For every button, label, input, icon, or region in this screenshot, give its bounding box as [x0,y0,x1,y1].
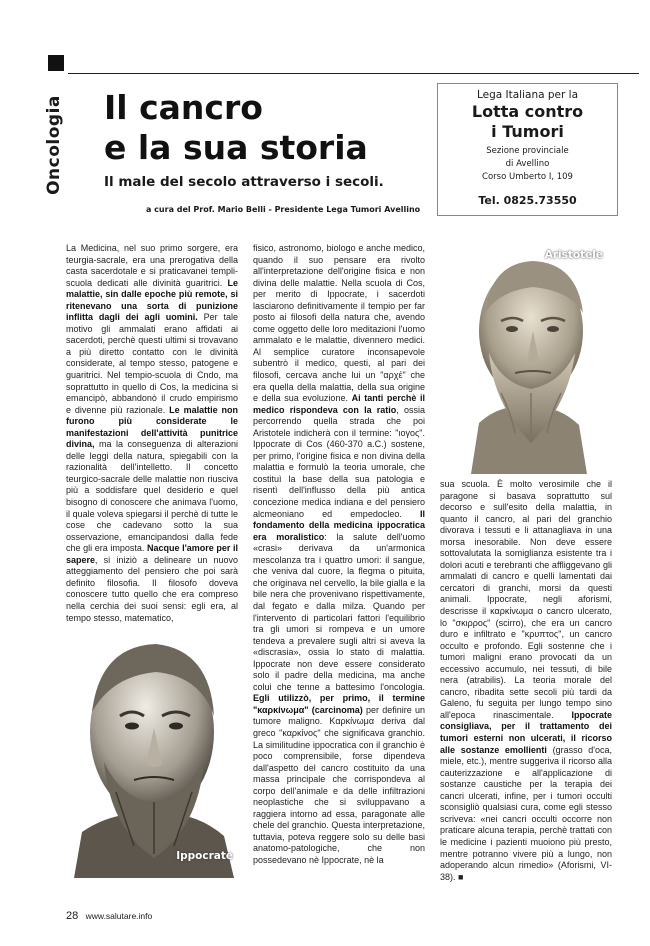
top-rule [68,73,639,74]
lega-phone: Tel. 0825.73550 [478,194,577,207]
article-subtitle: Il male del secolo attraverso i secoli. [104,174,384,190]
col1-segment: Le malattie non furono più considerate le manifestazioni dell'attività punitrice divina, [66,404,238,450]
col1-segment: Per tale motivo gli ammalati erano affidati ai sacerdoti, perchè questi ultimi si trovavano a più diretto contatto con le divinità considerate, al tempo stesso, patogene e guaritrici. Nel tempio-scuola di Cndo, ma soprattutto in quello di Cos, la medicina si emancipò, abbandonò il crudo empirismo e divenne più razionale. [66,312,238,415]
section-marker [48,55,64,71]
col2-segment: Ai tanti perchè il medico rispondeva con la ratio [253,393,425,415]
lega-name-line1: Lotta contro [471,102,584,121]
ippocrate-caption: Ippocrate [176,850,233,862]
column-1-text [66,243,238,624]
aristotele-bust-image [441,243,613,474]
ippocrate-bust-image [64,632,239,878]
lega-name [438,102,617,142]
column-2-text [253,243,425,867]
col1-segment: La Medicina, nel suo primo sorgere, era teurgia-sacrale, era una prerogativa della casta sacerdotale e si praticavanei templi-scuola dedicati alle divinità guaritrici. [66,243,238,288]
title-line-2: e la sua storia [104,128,368,167]
page-number: 28 [66,910,79,922]
col2-segment: per definire un tumore maligno. Καρκίνωμα deriva dal greco "καρκίνος" che significava granchio. La similitudine ippocratica con il granchio è poco comprensibile, forse dipendeva dall'aspetto del cancro costituito da una massa principale che corrispondeva al corpo dell'animale e da delle infiltrazioni neoplastiche che si sviluppavano a raggiera intorno ad essa, paragonate alle chele del granchio. Questa interpretazione, tuttavia, poteva reggere solo su delle basi anatomo-patologiche, che non possedevano nè Ippocrate, nè la [253,704,425,865]
col2-segment: Egli utilizzò, per primo, il termine "καρκίνωμα" (carcinoma) [253,693,425,715]
lega-address-line1: Sezione provinciale [486,146,569,156]
col1-segment: ma la conseguenza di alterazioni delle leggi della natura, spiegabili con la razionalità dell'intelletto. Il concetto teurgico-sacrale delle malattie non riusciva più a soddisfare quel desiderio e quel bisogno di conoscere che animava l'uomo, il quale voleva spiegarsi il perchè di tutte le cose che cadevano sotto la sua osservazione, emancipandosi dalla fede che gli era imposta. [66,439,238,554]
text-column-3 [440,479,612,883]
aristotele-bust-illustration [441,243,613,474]
col1-segment: , si iniziò a delineare un nuovo atteggiamento del pensiero che poi sarà definito filosofia. Il filosofo doveva conoscere tutto quello che era compreso nella cerchia dei suoi sensi: egli era, al tempo stesso, matematico, [66,554,238,623]
column-3-text [440,479,612,883]
col1-segment: Nacque l'amore per il sapere [66,543,238,565]
aristotele-caption: Aristotele [544,249,603,261]
col3-segment: (grasso d'oca, miele, etc.), mentre suggeriva il ricorso alla cauterizzazione e all'applicazione di sostanze caustiche per la terapia dei cancri ulcerati, infine, per i tumori occulti sconsigliò qualsiasi cura, come egli stesso scriveva: «nei cancri occulti occorre non praticare alcuna terapia, perchè trattati con le medicine i pazienti muoiono più presto, mentre potranno vivere più a lungo, non adoperando alcun rimedio» (Aforismi, VI-38). ■ [440,744,612,882]
lega-address-line3: Corso Umberto I, 109 [482,172,573,182]
article-title [104,88,424,168]
col2-segment: , ossia percorrendo quella strada che poi Aristotele indicherà con il termine: "ιογος". Ippocrate di Cos (460-370 a.C.) sostene, per primo, l'origine fisica e non divina della malattia e formulò la teoria umorale, che costituì la base della sua patologia e risentì dell'influsso della più antica concezione medica indiana e del pensiero alcmeoniano ed empedocleo. [253,404,425,519]
byline: a cura del Prof. Mario Belli - Presidente Lega Tumori Avellino [146,205,421,214]
lega-address [438,145,617,184]
col2-segment: Il fondamento della medicina ippocratica era moralistico [253,508,425,542]
col2-segment: fisico, astronomo, biologo e anche medico, quando il suo pensare era rivolto all'interpretazione dell'origine fisica e non divina delle malattie. Nella scuola di Cos, per merito di Ippocrate, i sacerdoti lasciarono definitivamente il tempio per far posto ai filosofi della natura che, avendo come oggetto delle loro meditazioni l'uomo ammalato e le malattie, divennero medici. Al semplice curatore inconsapevole subentrò il medico, questi, al pari dei filosofi, cercava anche lui un "αρχέ" che era quella della malattia, della sua origine e della sua evoluzione. [253,243,425,404]
col2-segment: : la salute dell'uomo «crasi» derivava da un'armonica mescolanza tra i quattro umori: il sangue, che veniva dal cuore, la flegma o pituita, che originava nel cervello, la bile gialla e la bile nera che provenivano rispettivamente, dal fegato e dalla milza. Quando per l'intervento di particolari fattori l'equilibrio tra gli umori si rompeva e un umore tendeva a prevalere sugli altri si aveva la «discrasia», ossia lo stato di malattia. Ippocrate non deve essere considerato solo il padre della medicina, ma anche colui che tenne a battesimo l'oncologia. [253,531,426,692]
text-column-1 [66,243,238,624]
col3-segment: sua scuola. È molto verosimile che il paragone si basava soprattutto sul decorso e sull'esito della malattia, in quanto il cancro, al pari del granchio divorava i tessuti e li attanagliava in una morsa inesorabile. Non deve essere sottovalutata la somiglianza esistente tra i dolori acuti e terebranti che affliggevano gli ammalati di cancro e quelli lamentati dai cercatori di granchi, morsi da questi animali. Ippocrate, negli aforismi, descrisse il καρκίνωμα o cancro ulcerato, lo "σκιρρος" (scirro), che era un cancro duro e infiltrato e "κρυπτος", un cancro occulto e profondo. Egli sostenne che i tumori maligni erano provocati da un eccessivo accumulo, nei tessuti, di bile nera (atrabilis). La teoria morale del cancro, ribadita sette secoli più tardi da Galeno, fu seguita per lungo tempo sino all'epoca rinascimentale. [440,479,612,720]
ippocrate-bust-illustration [64,632,239,878]
section-label: Oncologia [44,95,64,195]
title-line-1: Il cancro [104,88,263,127]
col3-segment: Ippocrate consigliava, per il trattamento dei tumori esterni non ulcerati, il ricorso alle sostanze emollienti [440,709,612,755]
col1-segment: Le malattie, sin dalle epoche più remote, si ritenevano una sorta di punizione inflitta dagli dei agli uomini. [66,277,238,323]
lega-address-line2: di Avellino [505,159,550,169]
page-footer [66,910,152,922]
lega-info-box [437,83,618,216]
text-column-2 [253,243,425,867]
section-tab [44,55,66,195]
lega-name-line2: i Tumori [491,122,564,141]
footer-website-link[interactable]: www.salutare.info [85,911,153,921]
lega-line1: Lega Italiana per la [476,89,579,101]
